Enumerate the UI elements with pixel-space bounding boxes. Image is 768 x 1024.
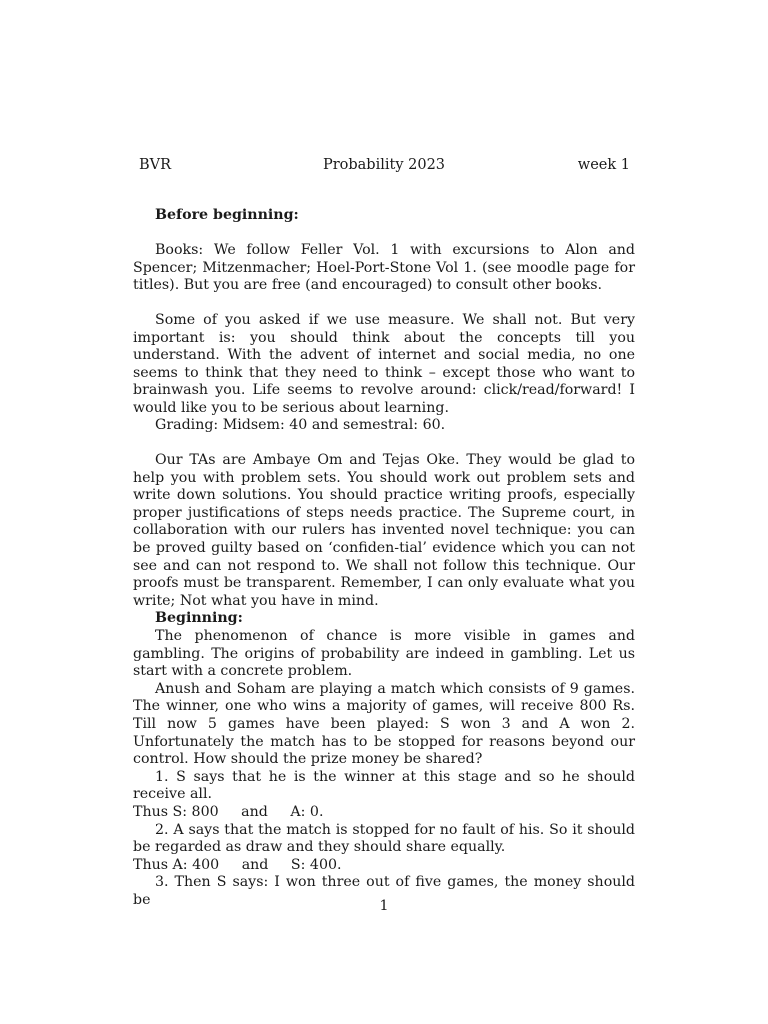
books-paragraph (133, 242, 635, 295)
page-number: 1 (379, 898, 389, 914)
point-1: 1. S says that he is the winner at this stage and so he should receive all. (133, 768, 635, 803)
point-3: 3. Then S says: I won three out of five games, the money should be (133, 874, 635, 908)
before-beginning-heading: Before beginning: (155, 207, 299, 223)
beginning-heading: Beginning: (155, 610, 243, 626)
header-week: week 1 (577, 157, 630, 173)
books-text: Books: We follow Feller Vol. 1 with excursions to Alon and Spencer; Mitzenmacher; Hoel-Port-Stone Vol 1. (see moodle page for titles). But you are free (and encouraged) to consult other books. (133, 242, 635, 294)
tas-text: Our TAs are Ambaye Om and Tejas Oke. They would be glad to help you with problem sets. You should work out problem sets and write down solutions. You should practice writing proofs, especially proper justifications of steps needs practice. The Supreme court, in collaboration with our rulers has invented novel technique: you can be proved guilty based on ‘confiden-tial’ evidence which you can not see and can not respond to. We shall not follow this technique. Our proofs must be transparent. Remember, I can only evaluate what you write; Not what you have in mind. (133, 452, 635, 609)
grading-text: Grading: Midsem: 40 and semestral: 60. (155, 417, 446, 433)
beginning-section (133, 628, 635, 910)
measure-text: Some of you asked if we use measure. We shall not. But very important is: you should think about the concepts till you understand. With the advent of internet and social media, no one seems to think that they need to think – except those who want to brainwash you. Life seems to revolve around: click/read/forward! I would like you to be serious about learning. (133, 312, 635, 416)
chance-paragraph: The phenomenon of chance is more visible in games and gambling. The origins of probability are indeed in gambling. Let us start with a concrete problem. (133, 628, 635, 680)
tas-paragraph (133, 452, 635, 610)
point-2: 2. A says that the match is stopped for no fault of his. So it should be regarded as draw and they should share equally. (133, 821, 635, 856)
point-2-result: Thus A: 400 and S: 400. (133, 856, 342, 873)
measure-paragraph (133, 312, 635, 418)
header-author: BVR (139, 157, 172, 173)
grading-paragraph (133, 417, 635, 435)
header-course-title: Probability 2023 (322, 157, 446, 173)
document-page (133, 0, 635, 1024)
page-header (133, 157, 635, 177)
match-paragraph: Anush and Soham are playing a match which consists of 9 games. The winner, one who wins a majority of games, will receive 800 Rs. Till now 5 games have been played: S won 3 and A won 2. Unfortunately the match has to be stopped for reasons beyond our control. How should the prize money be shared? (133, 680, 635, 768)
point-1-result: Thus S: 800 and A: 0. (133, 803, 324, 820)
